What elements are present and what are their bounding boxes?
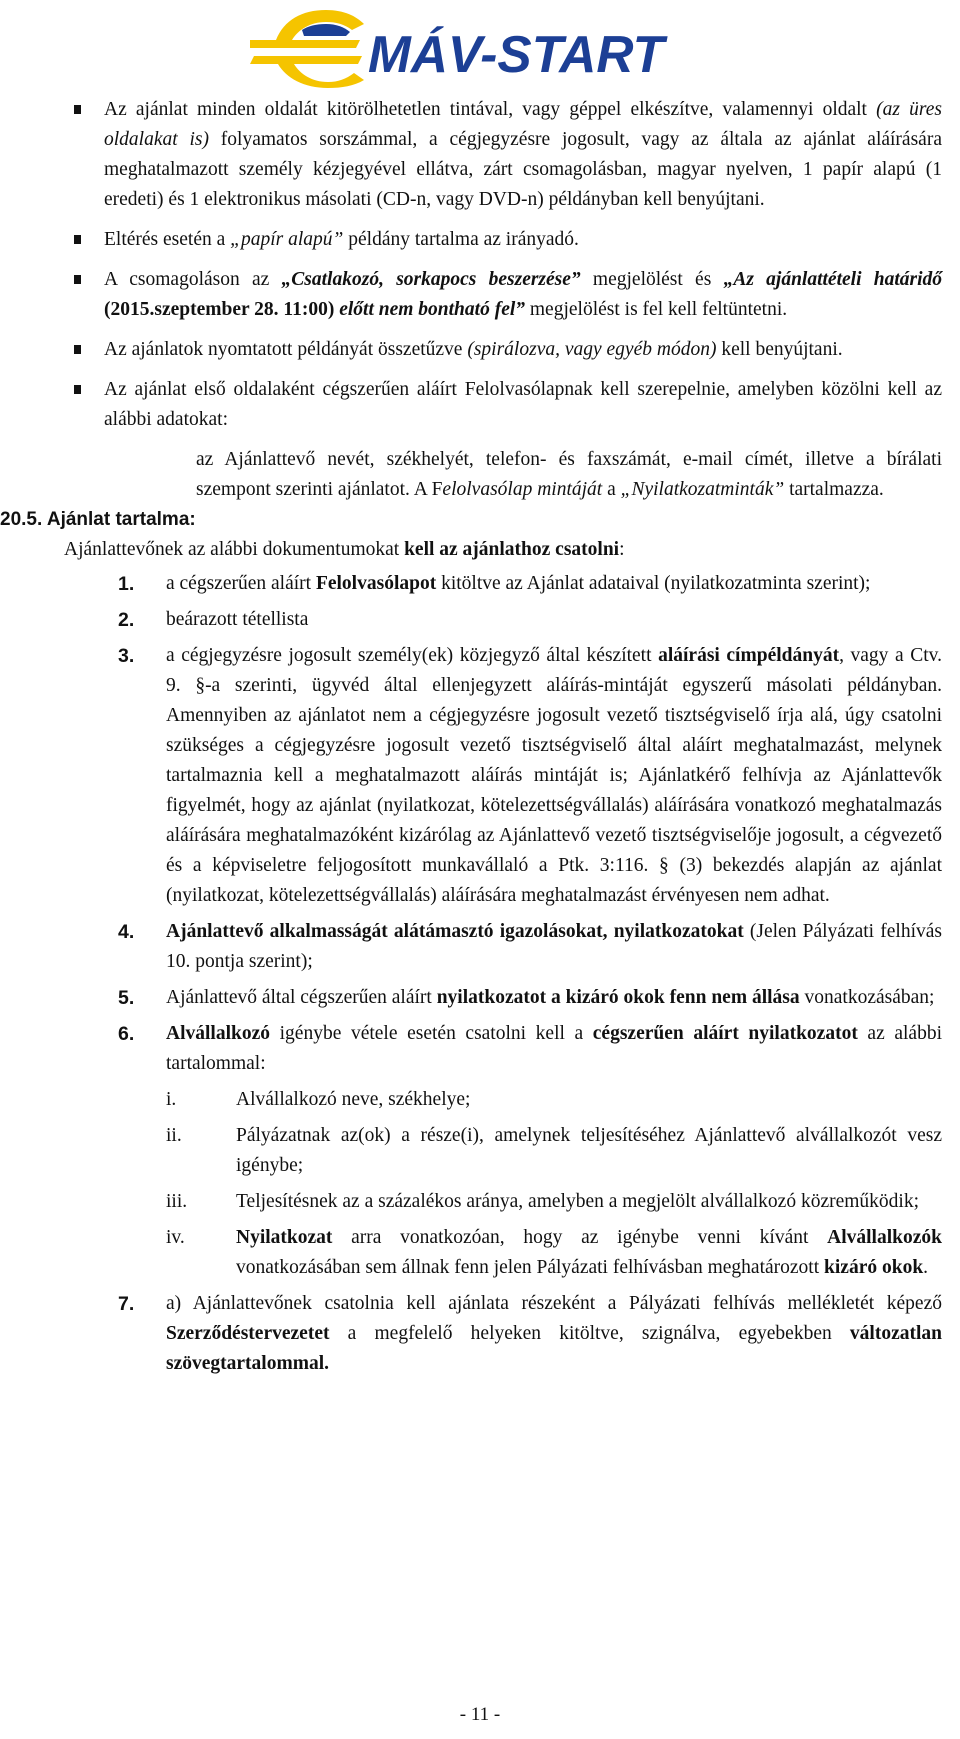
square-bullet-icon — [74, 275, 81, 284]
roman-subitem — [66, 1085, 942, 1115]
bullet-item — [66, 335, 942, 365]
text-run: (spirálozva, vagy egyéb módon) — [467, 339, 717, 360]
item-number: iii. — [166, 1191, 188, 1212]
numbered-item — [66, 983, 942, 1013]
item-number: 7. — [118, 1293, 135, 1315]
text-run: a — [602, 479, 621, 500]
document-body — [0, 95, 942, 1385]
text-run: kell az ajánlathoz csatolni — [404, 539, 620, 560]
text-run: (Jelen Pályázati felhívás 10. pontja szerint); — [166, 921, 942, 972]
logo-emblem — [250, 10, 364, 88]
text-run: cégszerűen aláírt nyilatkozatot — [592, 1023, 858, 1044]
text-run: folyamatos sorszámmal, a cégjegyzésre jogosult, vagy az általa az ajánlat aláírására meghatalmazott személy kézjegyével ellátva, zárt csomagolásban, magyar nyelven, 1 papír alapú (1 eredeti) és 1 elektronikus másolati (CD-n, vagy DVD-n) példányban kell benyújtani. — [104, 129, 942, 210]
text-run: megjelölést is fel kell feltüntetni. — [525, 299, 788, 320]
page-number: - 11 - — [459, 1704, 501, 1725]
text-run: vonatkozásában sem állnak fenn jelen Pályázati felhívásban meghatározott — [236, 1257, 825, 1278]
roman-subitem — [66, 1121, 942, 1181]
roman-sublist — [66, 1085, 942, 1283]
item-number: 4. — [118, 921, 135, 943]
bullet-list — [66, 95, 942, 435]
text-run: „papír alapú” — [230, 229, 344, 250]
text-run: aláírási címpéldányát — [658, 645, 840, 666]
text-run: Az ajánlat minden oldalát kitörölhetetlen tintával, vagy géppel elkészítve, valamennyi oldalt — [104, 99, 877, 120]
mav-start-logo — [250, 6, 670, 88]
numbered-item — [66, 917, 942, 977]
text-run: igénybe vétele esetén csatolni kell a — [270, 1023, 593, 1044]
text-run: Az ajánlatok nyomtatott példányát összetűzve — [104, 339, 468, 360]
text-run: a cégjegyzésre jogosult személy(ek) közjegyző által készített — [166, 645, 659, 666]
text-run: a) Ajánlattevőnek csatolnia kell ajánlata részeként a Pályázati felhívás mellékletét képező — [166, 1293, 942, 1314]
text-run: megjelölést és — [580, 269, 724, 290]
text-run: kitöltve az Ajánlat adataival (nyilatkozatminta szerint); — [436, 573, 871, 594]
text-run: Eltérés esetén a — [104, 229, 231, 250]
square-bullet-icon — [74, 345, 81, 354]
text-run: (2015.szeptember 28. 11:00) — [104, 299, 340, 320]
text-run: Alvállalkozók — [827, 1227, 942, 1248]
numbered-item — [66, 605, 942, 635]
item-number: i. — [166, 1089, 177, 1110]
text-run: , vagy a Ctv. 9. §-a szerinti, ügyvéd által ellenjegyzett aláírás-mintáját egyszerű másolati példányban. Amennyiben az ajánlatot nem a cégjegyzésre jogosult vezető tisztségviselő írja alá, úgy csatolni szükséges a cégjegyzésre jogosult vezető tisztségviselő által aláírt meghatalmazást, melynek tartalmaznia kell a meghatalmazott aláírás mintáját is; Ajánlatkérő felhívja az Ajánlattevők figyelmét, hogy az ajánlat (nyilatkozat, kötelezettségvállalás) aláírására vonatkozó meghatalmazás aláírására meghatalmazóként kizárólag az Ajánlattevő vezető tisztségviselője jogosult, a cégvezető és a képviseletre feljogosított munkavállaló a Ptk. 3:116. § (3) bekezdés alapján az ajánlat (nyilatkozat, kötelezettségvállalás) aláírására meghatalmazást érvényesen nem adhat. — [166, 645, 942, 906]
item-number: 3. — [118, 645, 135, 667]
numbered-item — [66, 569, 942, 599]
text-run: példány tartalma az irányadó. — [343, 229, 579, 250]
item-number: 1. — [118, 573, 135, 595]
item-number: 2. — [118, 609, 135, 631]
numbered-list — [66, 569, 942, 1079]
item-number: 5. — [118, 987, 135, 1009]
text-run: A csomagoláson az — [104, 269, 282, 290]
text-run: „Az ajánlattételi határidő — [723, 269, 942, 290]
numbered-item — [66, 1019, 942, 1079]
text-run: vonatkozásában; — [799, 987, 935, 1008]
text-run: a megfelelő helyeken kitöltve, szignálva, egyebekben — [329, 1323, 850, 1344]
text-run: Ajánlattevő alkalmasságát alátámasztó igazolásokat, nyilatkozatokat — [166, 921, 744, 942]
logo-wordmark: MÁV-START — [368, 26, 669, 84]
text-run: Pályázatnak az(ok) a része(i), amelynek teljesítéséhez Ajánlattevő alvállalkozót vesz igénybe; — [236, 1125, 942, 1176]
bullet-item — [66, 225, 942, 255]
text-run: kizáró okok — [824, 1257, 924, 1278]
square-bullet-icon — [74, 105, 81, 114]
bullet-item — [66, 265, 942, 325]
text-run: Teljesítésnek az a százalékos aránya, amelyben a megjelölt alvállalkozó közreműködik; — [236, 1191, 920, 1212]
text-run: : — [619, 539, 625, 560]
text-run: előtt nem bontható fel” — [339, 299, 526, 320]
text-run: Ajánlattevő által cégszerűen aláírt — [166, 987, 437, 1008]
text-run: arra vonatkozóan, hogy az igénybe venni kívánt — [332, 1227, 828, 1248]
text-run: Ajánlattevőnek az alábbi dokumentumokat — [64, 539, 405, 560]
text-run: változatlan szövegtartalommal. — [166, 1323, 942, 1374]
item-number: 6. — [118, 1023, 135, 1045]
roman-subitem — [66, 1223, 942, 1283]
bullet-item — [66, 95, 942, 215]
item-number: ii. — [166, 1125, 182, 1146]
square-bullet-icon — [74, 385, 81, 394]
text-run: (az üres oldalakat is) — [104, 99, 942, 150]
text-run: Alvállalkozó neve, székhelye; — [236, 1089, 471, 1110]
text-run: „Csatlakozó, sorkapocs beszerzése” — [281, 269, 581, 290]
square-bullet-icon — [74, 235, 81, 244]
text-run: kell benyújtani. — [716, 339, 843, 360]
numbered-item — [66, 641, 942, 911]
text-run: tartalmazza. — [784, 479, 884, 500]
section-number: 20.5. — [0, 509, 43, 530]
section-title: Ajánlat tartalma: — [46, 509, 196, 530]
text-run: . — [923, 1257, 929, 1278]
text-run: a cégszerűen aláírt — [166, 573, 316, 594]
section-intro — [64, 535, 942, 565]
text-run: Felolvasólapot — [315, 573, 437, 594]
felolvasolap-description — [196, 445, 942, 505]
roman-subitem — [66, 1187, 942, 1217]
text-run: Szerződéstervezetet — [166, 1323, 330, 1344]
numbered-list-item-7 — [66, 1289, 942, 1379]
text-run: „Nyilatkozatminták” — [620, 479, 785, 500]
text-run: nyilatkozatot a kizáró okok fenn nem állása — [436, 987, 800, 1008]
text-run: Nyilatkozat — [236, 1227, 333, 1248]
text-run: az alábbi tartalommal: — [166, 1023, 942, 1074]
numbered-item — [66, 1289, 942, 1379]
item-number: iv. — [166, 1227, 185, 1248]
text-run: elolvasólap mintáját — [442, 479, 603, 500]
bullet-item — [66, 375, 942, 435]
text-run: Alvállalkozó — [166, 1023, 271, 1044]
text-run: beárazott tétellista — [166, 609, 309, 630]
text-run: Az ajánlat első oldalaként cégszerűen aláírt Felolvasólapnak kell szerepelnie, amelyben közölni kell az alábbi adatokat: — [104, 379, 942, 430]
section-heading — [0, 505, 942, 535]
text-run: az Ajánlattevő nevét, székhelyét, telefon- és faxszámát, e-mail címét, illetve a bírálati szempont szerinti ajánlatot. A F — [196, 449, 942, 500]
